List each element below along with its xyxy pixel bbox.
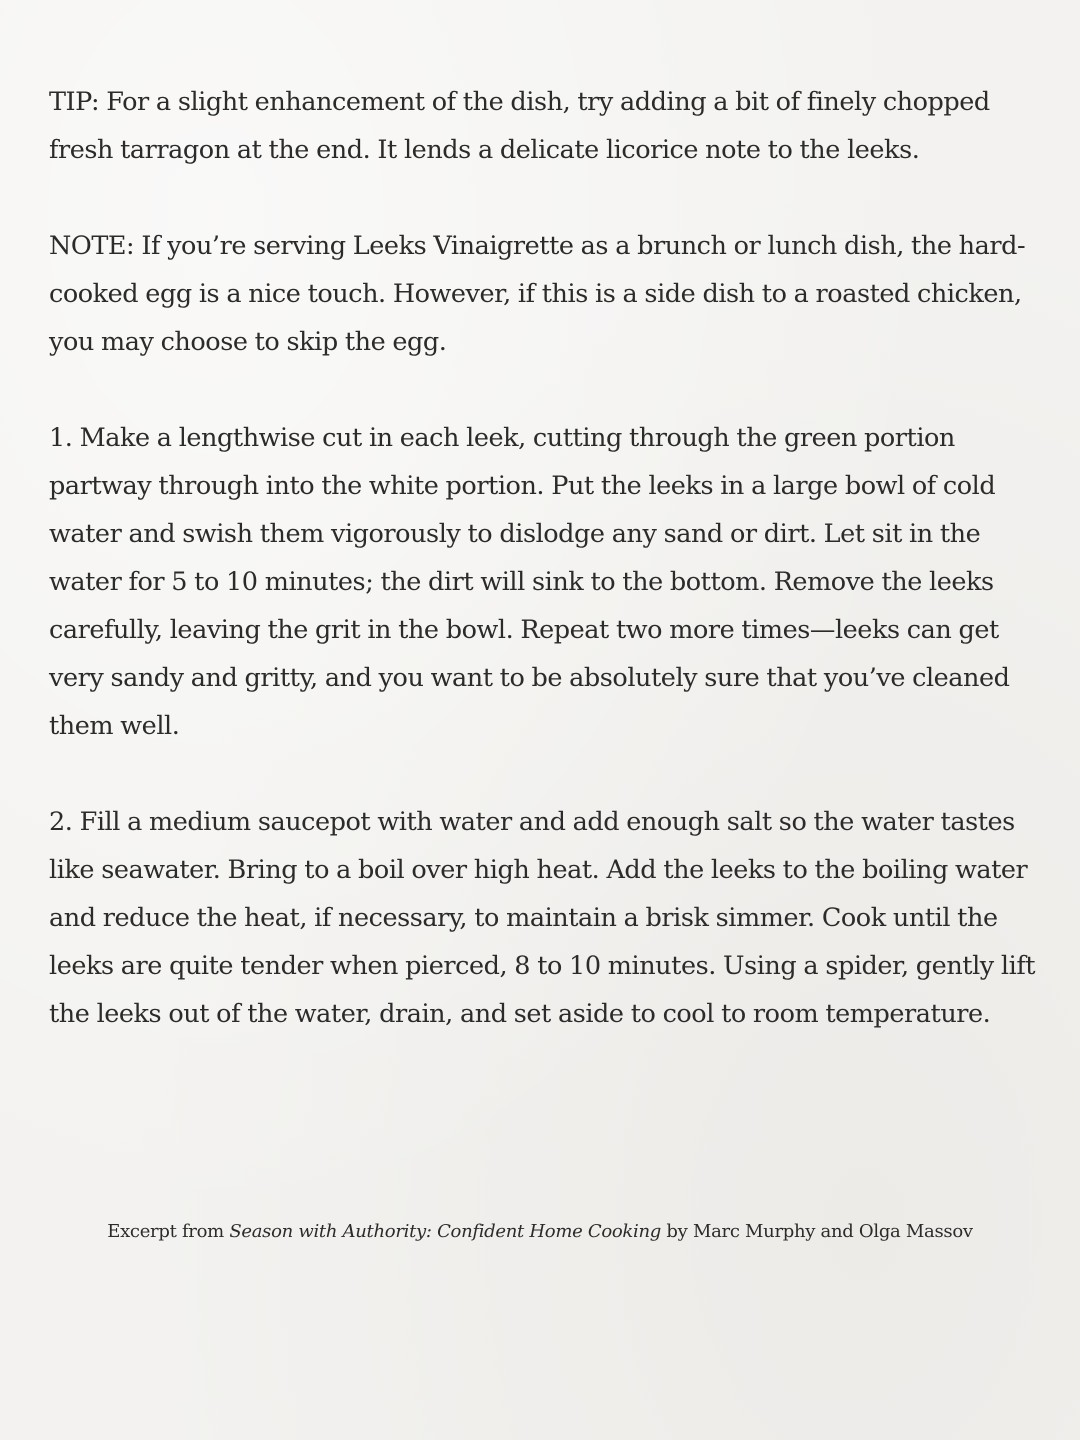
step-1-paragraph: 1. Make a lengthwise cut in each leek, cutting through the green portion partway through into the white portion. Put the leeks in a large bowl of cold water and swish them vigorously to dislodge any sand or dirt. Let sit in the water for 5 to 10 minutes; the dirt will sink to the bottom. Remove the leeks carefully, leaving the grit in the bowl. Repeat two more times—leeks can get very sandy and gritty, and you want to be absolutely sure that you’ve cleaned them well. (49, 423, 1010, 741)
note-paragraph: NOTE: If you’re serving Leeks Vinaigrette as a brunch or lunch dish, the hard-cooked egg is a nice touch. However, if this is a side dish to a roasted chicken, you may choose to skip the egg. (49, 231, 1026, 357)
step-2-paragraph: 2. Fill a medium saucepot with water and add enough salt so the water tastes like seawater. Bring to a boil over high heat. Add the leeks to the boiling water and reduce the heat, if necessary, to maintain a brisk simmer. Cook until the leeks are quite tender when pierced, 8 to 10 minutes. Using a spider, gently lift the leeks out of the water, drain, and set aside to cool to room temperature. (49, 807, 1036, 1029)
credit-prefix: Excerpt from (107, 1221, 230, 1242)
recipe-body (49, 78, 1039, 1086)
tip-paragraph: TIP: For a slight enhancement of the dish, try adding a bit of finely chopped fresh tarragon at the end. It lends a delicate licorice note to the leeks. (49, 87, 990, 165)
credit-authors: by Marc Murphy and Olga Massov (661, 1221, 973, 1242)
excerpt-credit (0, 1214, 1080, 1250)
book-title: Season with Authority: Confident Home Cooking (229, 1221, 662, 1242)
